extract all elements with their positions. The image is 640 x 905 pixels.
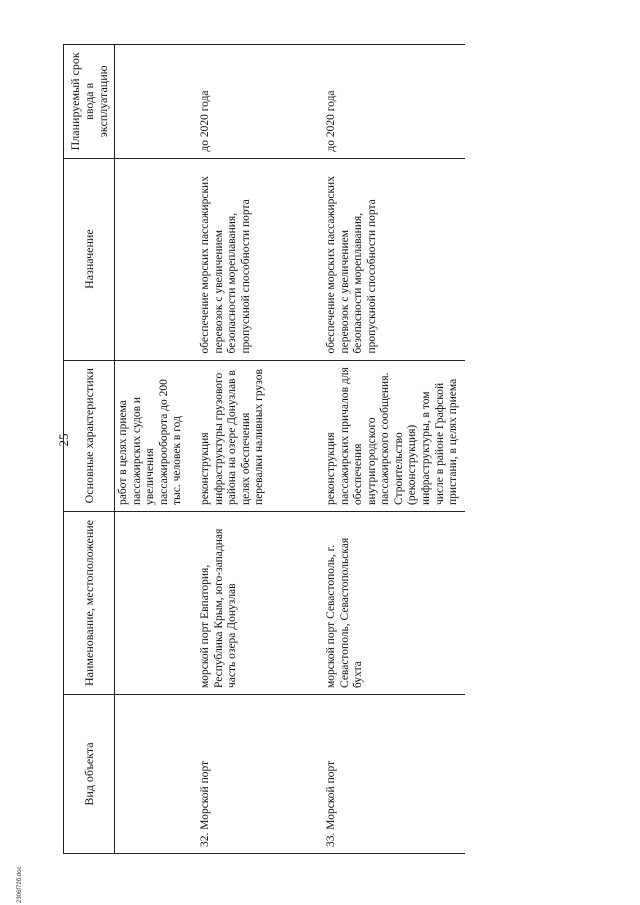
cell-purpose: обеспечение морских пассажирских перевозок с увеличением безопасности мореплавания, пропускной способности порта	[319, 158, 465, 360]
cell-purpose	[115, 158, 194, 360]
cell-purpose: обеспечение морских пассажирских перевозок с увеличением безопасности мореплавания, пропускной способности порта	[193, 158, 319, 360]
header-planned-date: Планируемый срок ввода в эксплуатацию	[64, 45, 115, 159]
cell-object-type: 32. Морской порт	[193, 694, 319, 853]
document-table-rotated	[63, 44, 621, 854]
header-object-type: Вид объекта	[64, 694, 115, 853]
header-main-characteristics: Основные характеристики	[64, 360, 115, 511]
table-header-row	[64, 45, 115, 854]
page-number: 25	[56, 433, 71, 447]
cell-main-characteristics: работ в целях приема пассажирских судов и увеличения пассажирооборота до 200 тыс. человек в год	[115, 360, 194, 511]
cell-name-location: морской порт Евпатория, Республика Крым, юго-западная часть озера Донузлав	[193, 511, 319, 694]
cell-object-type	[115, 694, 194, 853]
file-code: 2306f72б.doc	[17, 866, 23, 903]
cell-planned-date: до 2020 года	[319, 45, 465, 159]
cell-main-characteristics: реконструкция инфраструктуры грузового района на озере Донузлав в целях обеспечения перевалки наливных грузов	[193, 360, 319, 511]
table-row	[193, 45, 319, 854]
table-row	[115, 45, 194, 854]
cell-planned-date: до 2020 года	[193, 45, 319, 159]
header-name-location: Наименование, местоположение	[64, 511, 115, 694]
cell-name-location	[115, 511, 194, 694]
table-row	[319, 45, 465, 854]
document-table	[63, 44, 465, 854]
cell-object-type: 33. Морской порт	[319, 694, 465, 853]
header-purpose: Назначение	[64, 158, 115, 360]
cell-planned-date	[115, 45, 194, 159]
cell-name-location: морской порт Севастополь, г. Севастополь, Севастопольская бухта	[319, 511, 465, 694]
cell-main-characteristics: реконструкция пассажирских причалов для обеспечения внутригородского пассажирского сообщения. Строительство (реконструкция) инфраструктуры, в том числе в районе Графской пристани, в целях приема	[319, 360, 465, 511]
